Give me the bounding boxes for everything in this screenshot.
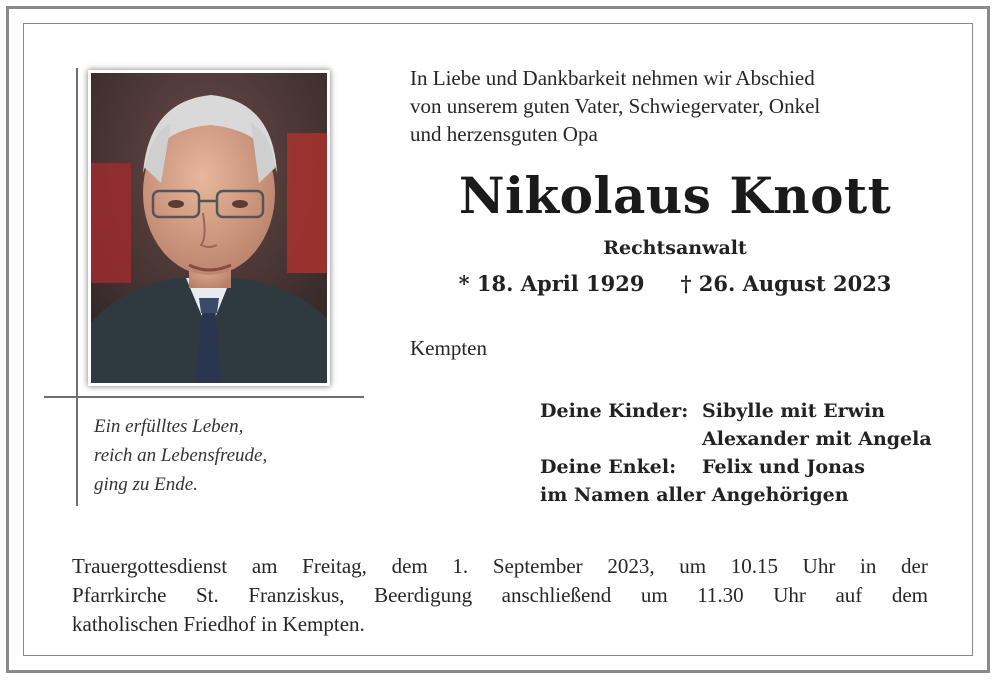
service-line [72,581,928,610]
quote-line: Ein erfülltes Leben, [94,416,244,437]
vertical-divider [76,68,78,506]
service-word: um [640,583,668,607]
service-word: dem [891,583,928,607]
service-word: um [679,554,707,578]
intro-line: In Liebe und Dankbarkeit nehmen wir Abschied [410,66,815,90]
intro-line: und herzensguten Opa [410,122,598,146]
closing-line: im Namen aller Angehörigen [540,484,849,506]
portrait-photo [88,70,330,386]
service-word: 11.30 [697,583,744,607]
life-dates [410,268,940,300]
service-word: Uhr [773,583,806,607]
grandchildren-names: Felix und Jonas [702,456,865,478]
horizontal-divider [44,396,364,398]
service-word: St. [196,583,219,607]
service-line [72,552,928,581]
quote-line: reich an Lebensfreude, [94,445,268,466]
intro-line: von unserem guten Vater, Schwiegervater, Onkel [410,94,821,118]
children-label: Deine Kinder: [540,400,689,422]
grandchildren-label: Deine Enkel: [540,456,677,478]
service-word: Trauergottesdienst [72,554,228,578]
service-word: September [492,554,583,578]
service-announcement [72,552,928,639]
portrait-illustration [91,73,327,383]
deceased-profession: Rechtsanwalt [603,237,747,259]
service-word: 2023, [607,554,655,578]
death-date: † 26. August 2023 [680,271,892,296]
service-line: katholischen Friedhof in Kempten. [72,612,365,636]
service-word: dem [391,554,428,578]
intro-text [410,64,950,148]
service-word: am [251,554,278,578]
memorial-quote [94,412,354,499]
service-word: auf [835,583,863,607]
service-word: Beerdigung [374,583,473,607]
birth-date: * 18. April 1929 [458,271,645,296]
service-word: Freitag, [302,554,367,578]
service-word: der [901,554,928,578]
place-name: Kempten [410,336,487,360]
deceased-name: Nikolaus Knott [458,166,892,225]
service-word: 1. [452,554,469,578]
service-word: in [860,554,877,578]
quote-line: ging zu Ende. [94,474,198,495]
service-word: Franziskus, [248,583,345,607]
service-word: Uhr [802,554,836,578]
children-name: Alexander mit Angela [702,428,932,450]
service-word: anschließend [501,583,612,607]
children-name: Sibylle mit Erwin [702,400,885,422]
service-word: Pfarrkirche [72,583,167,607]
service-word: 10.15 [730,554,778,578]
